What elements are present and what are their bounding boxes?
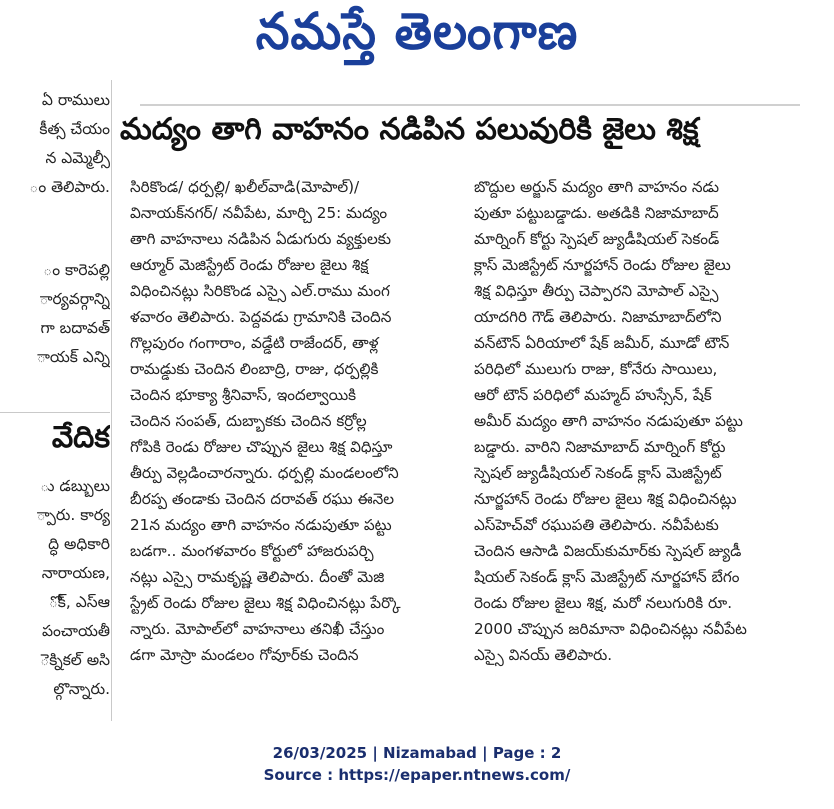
article-line: నట్లు ఎస్సై రామకృష్ణ తెలిపారు. దీంతో మెజి (130, 568, 385, 586)
left-column-fragment (0, 80, 110, 721)
column-divider (111, 80, 112, 721)
fragment-line: న ఎమ్మెల్సీ (45, 149, 110, 167)
article-column-2 (474, 174, 794, 668)
article-headline: మద్యం తాగి వాహనం నడిపిన పలువురికి జైలు శిక్ష (120, 112, 699, 147)
newspaper-clipping (0, 80, 834, 721)
footer-source: Source : https://epaper.ntnews.com/ (263, 766, 571, 784)
fragment-block-3 (37, 472, 110, 704)
fragment-line: ెక్నికల్ అసి (40, 651, 110, 669)
fragment-line: ం కారెపల్లి (43, 261, 110, 279)
fragment-line: ద్ధి అధికారి (48, 535, 110, 553)
article-line: అమీర్ మద్యం తాగి వాహనం నడుపుతూ పట్టు (474, 412, 743, 430)
article-line: రెండు రోజుల జైలు శిక్ష, మరో నలుగురికి రూ. (474, 594, 733, 612)
fragment-line: కీత్స చేయం (39, 120, 110, 138)
fragment-block-1 (29, 86, 110, 202)
article-line: 21న మద్యం తాగి వాహనం నడుపుతూ పట్టు (130, 516, 392, 534)
fragment-line: ం తెలిపారు. (29, 178, 110, 196)
fragment-block-2 (37, 256, 110, 372)
article-line: యాదగిరి గౌడ్ తెలిపారు. నిజామాబాద్‌లోని (474, 308, 722, 326)
article-line: బడగా.. మంగళవారం కోర్టులో హాజరుపర్చి (130, 542, 374, 560)
article-line: స్ట్రేట్ రెండు రోజుల జైలు శిక్ష విధించినట్లు పేర్కొ (130, 594, 401, 612)
masthead-title: నమస్తే తెలంగాణ (255, 2, 579, 62)
article-line: శిక్ష విధిస్తూ తీర్పు చెప్పారని మోపాల్ ఎస్సై (474, 282, 719, 300)
fragment-line: నారాయణ, (41, 564, 110, 582)
article-line: బీరప్ప తండాకు చెందిన దరావత్ రఘు ఈనెల (130, 490, 395, 508)
article-line: ఆరో టౌన్ పరిధిలో మహ్మద్ హుస్సేన్, షేక్ (474, 386, 712, 404)
article-line: ళవారం తెలిపారు. పెద్దవడు గ్రామానికి చెందిన (130, 308, 392, 326)
article-line: పుతూ పట్టుబడ్డాడు. అతడికి నిజామాబాద్ (474, 204, 719, 222)
article-line: ఎస్సై వినయ్ తెలిపారు. (474, 646, 613, 664)
fragment-line: పంచాయతీ (41, 622, 110, 640)
article-line: బడ్డారు. వారిని నిజామాబాద్ మార్నింగ్ కోర్టు (474, 438, 726, 456)
article-line: రామడ్డుకు చెందిన లింబాద్రి, రాజు, ధర్పల్లికి (130, 360, 379, 378)
article-line: ఆర్మూర్ మెజిస్ట్రేట్ రెండు రోజుల జైలు శిక్ష (130, 256, 369, 274)
article-top-rule (140, 104, 800, 106)
left-section-divider (0, 412, 110, 413)
article-line: గోపికి రెండు రోజుల చొప్పున జైలు శిక్ష విధిస్తూ (130, 438, 393, 456)
fragment-heading: వేదిక (51, 420, 110, 455)
article-line: చెందిన భూక్యా శ్రీనివాస్, ఇందల్వాయికి (130, 386, 357, 404)
article-line: నూర్జహాన్ రెండు రోజుల జైలు శిక్ష విధించినట్లు (474, 490, 737, 508)
article-line: చెందిన సంపత్, దుబ్బాకకు చెందిన కర్రోల్ల (130, 412, 367, 430)
fragment-line: ాయక్ ఎన్ని (36, 348, 110, 366)
article-line: బొద్దుల అర్జున్ మద్యం తాగి వాహనం నడు (474, 178, 720, 196)
article-line: తీర్పు వెల్లడించారన్నారు. ధర్పల్లి మండలంలోని (130, 464, 399, 482)
article-line: వినాయక్‌నగర్/ నవీపేట, మార్చి 25: మద్యం (130, 204, 388, 222)
article-line: చెందిన ఆసాడి విజయ్‌కుమార్‌కు స్పెషల్ జ్యుడీ (474, 542, 742, 560)
masthead (0, 0, 834, 80)
fragment-line: ్పారు. కార్య (36, 506, 110, 524)
footer-date-edition: 26/03/2025 | Nizamabad | Page : 2 (272, 744, 562, 762)
article-line: స్పెషల్ జ్యుడీషియల్ సెకండ్ క్లాస్ మెజిస్ట్రేట్ (474, 464, 722, 482)
article-line: గొల్లపురం గంగారాం, వడ్డేటి రాజేందర్, తాళ్ల (130, 334, 379, 352)
article-line: పరిధిలో ములుగు రాజు, కోనేరు సాయిలు, (474, 360, 718, 378)
article-line: షియల్ సెకండ్ క్లాస్ మెజిస్ట్రేట్ నూర్జహాన్ బేగం (474, 568, 740, 586)
fragment-line: ోక్, ఎస్ఆ (48, 593, 110, 611)
article-line: న్నారు. మోపాల్‌లో వాహనాలు తనిఖీ చేస్తుం (130, 620, 385, 638)
footer (0, 742, 834, 786)
article-line: 2000 చొప్పున జరిమానా విధించినట్లు నవీపేట (474, 620, 747, 638)
article-column-1 (130, 174, 448, 668)
article-line: ఎస్‌హెచ్‌వో రఘుపతి తెలిపారు. నవీపేటకు (474, 516, 719, 534)
article-line: వన్‌టౌన్ ఏరియాలో షేక్ జమీర్, మూడో టౌన్ (474, 334, 730, 352)
fragment-line: ార్యవర్గాన్ని (39, 290, 110, 308)
article-line: సిరికొండ/ ధర్పల్లి/ ఖలీల్‌వాడి(మోపాల్)/ (130, 178, 360, 196)
fragment-line: గా బదావత్ (40, 319, 110, 337)
article-line: విధించినట్లు సిరికొండ ఎస్సై ఎల్.రాము మంగ (130, 282, 390, 300)
fragment-line: ఏ రాములు (41, 91, 110, 109)
fragment-line: ు డబ్బులు (40, 477, 110, 495)
article-line: క్లాస్ మెజిస్ట్రేట్ నూర్జహాన్ రెండు రోజుల జైలు (474, 256, 731, 274)
article-line: డగా మోస్రా మండలం గోవూర్‌కు చెందిన (130, 646, 359, 664)
article-line: మార్నింగ్ కోర్టు స్పెషల్ జ్యుడీషియల్ సెకండ్ (474, 230, 720, 248)
fragment-line: ల్గొన్నారు. (53, 680, 110, 698)
article-line: తాగి వాహనాలు నడిపిన ఏడుగురు వ్యక్తులకు (130, 230, 391, 248)
